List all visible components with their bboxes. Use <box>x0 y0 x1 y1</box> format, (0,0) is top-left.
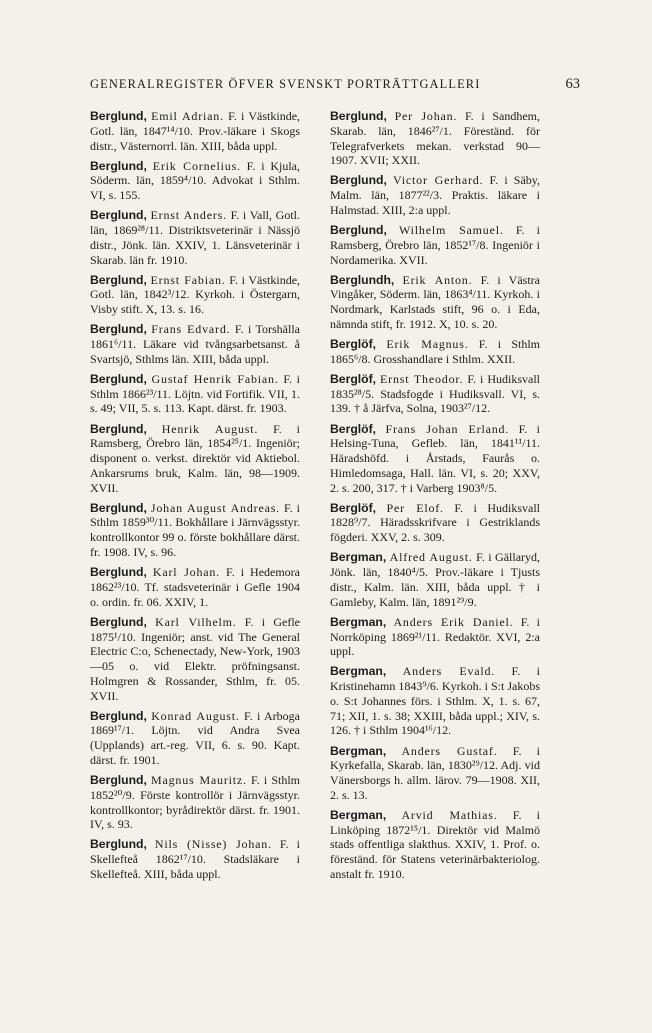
entry-biography: F. i Vall, Gotl. län, 1869²⁸/11. Distriktsveterinär i Nässjö distr., Jönk. län. XXIV, 1. Länsveterinär i Skarab. län fr. 1910. <box>90 208 301 267</box>
register-entry <box>330 550 540 609</box>
entry-given-names: Ernst Fabian. <box>150 272 226 287</box>
entry-surname: Berglund, <box>90 421 147 436</box>
register-entry <box>330 223 540 267</box>
register-entry <box>90 273 300 317</box>
entry-surname: Berglund, <box>90 272 147 287</box>
entry-biography: F. i Helsing-Tuna, Gefleb. län, 1841¹¹/11. Häradshöfd. i Årstads, Faurås o. Himledomsaga, Hall. län. VI, s. 20; XXV, 2. s. 200, 317. † i Varberg 1903⁸/5. <box>330 421 541 495</box>
page-number: 63 <box>565 76 580 92</box>
entry-surname: Bergman, <box>330 550 387 565</box>
entry-surname: Berglund, <box>90 837 147 852</box>
register-entry <box>330 337 540 367</box>
entry-surname: Berglöf, <box>330 500 377 515</box>
entry-surname: Berglund, <box>90 773 147 788</box>
entry-biography: F. i Kristinehamn 1843⁹/6. Kyrkoh. i S:t Jakobs o. S:t Johannes förs. i Sthlm. X, 1. s. 67, 71; XII, 1. s. 38; XXIII, båda uppl.; XIV, s. 126. † i Sthlm 1904¹⁶/12. <box>330 664 540 738</box>
entry-biography: F. i Säby, Malm. län, 1877²²/3. Praktis. läkare i Halmstad. XIII, 2:a uppl. <box>330 173 541 217</box>
entry-given-names: Konrad August. <box>151 708 240 723</box>
entry-biography: F. i Västkinde, Gotl. län, 1842³/12. Kyrkoh. i Östergarn, Visby stift. X, 13. s. 16. <box>90 272 301 317</box>
entry-given-names: Anders Erik Daniel. <box>393 614 514 629</box>
entry-given-names: Gustaf Henrik Fabian. <box>151 371 279 386</box>
entry-given-names: Erik Cornelius. <box>152 158 241 173</box>
register-entry <box>90 372 300 416</box>
register-entry <box>330 744 540 803</box>
entry-biography: F. i Gällaryd, Jönk. län, 1840⁴/5. Prov.-läkare i Tjusts distr., Kalm. län. XIII, båda uppl. † i Gamleby, Kalm. län, 1891²⁹/9. <box>330 550 541 609</box>
entry-given-names: Magnus Mauritz. <box>151 773 247 788</box>
entry-surname: Berglund, <box>330 109 387 123</box>
entry-surname: Berglund, <box>330 223 387 238</box>
entry-given-names: Per Johan. <box>394 109 458 123</box>
entry-biography: F. i Arboga 1869¹⁷/1. Löjtn. vid Andra Svea (Upplands) art.-reg. VII, 6. s. 90. Kapt. därst. fr. 1901. <box>90 708 301 767</box>
entry-given-names: Arvid Mathias. <box>401 807 498 822</box>
entry-given-names: Ernst Theodor. <box>380 371 464 386</box>
register-entry <box>330 422 540 496</box>
register-entry <box>90 837 300 881</box>
register-entry <box>90 159 300 203</box>
entry-surname: Bergman, <box>330 743 387 758</box>
entry-surname: Berglund, <box>90 371 147 386</box>
entry-given-names: Henrik August. <box>161 421 259 436</box>
entry-given-names: Nils (Nisse) Johan. <box>154 837 272 852</box>
register-entry <box>90 709 300 768</box>
entry-surname: Berglundh, <box>330 272 395 287</box>
entry-biography: F. i Västkinde, Gotl. län, 1847¹⁴/10. Prov.-läkare i Skogs distr., Västernorrl. län. XIII, båda uppl. <box>90 109 301 153</box>
entry-given-names: Frans Johan Erland. <box>385 421 510 436</box>
entry-given-names: Anders Evald. <box>402 664 496 679</box>
entry-biography: F. i Sthlm 1852²⁰/9. Förste kontrollör i Järnvägsstyr. kontrollkontor; byrådirektör därst. fr. 1901. IV, s. 93. <box>90 773 301 832</box>
entry-surname: Bergman, <box>330 807 387 822</box>
running-header <box>90 76 580 93</box>
entry-surname: Berglund, <box>90 158 147 173</box>
entry-surname: Berglöf, <box>330 337 377 352</box>
entry-given-names: Ernst Anders. <box>150 208 227 223</box>
entry-biography: F. i Hudiksvall 1828⁹/7. Häradsskrifvare i Gestriklands fögderi. XXV, 2. s. 309. <box>330 500 541 545</box>
register-entry <box>90 322 300 366</box>
register-entry <box>90 208 300 267</box>
header-title: GENERALREGISTER ÖFVER SVENSKT PORTRÄTTGALLERI <box>90 77 481 91</box>
entry-given-names: Anders Gustaf. <box>401 743 498 758</box>
entry-biography: F. i Skellefteå 1862¹⁷/10. Stadsläkare i Skellefteå. XIII, båda uppl. <box>90 837 301 881</box>
entry-given-names: Karl Vilhelm. <box>155 614 237 629</box>
entry-biography: F. i Hudiksvall 1835²⁸/5. Stadsfogde i Hudiksvall. VI, s. 139. † å Järfva, Solna, 1903²⁷/12. <box>330 371 540 416</box>
register-entry <box>330 808 540 882</box>
entry-given-names: Wilhelm Samuel. <box>399 223 504 238</box>
entry-surname: Berglund, <box>90 208 147 223</box>
entry-given-names: Erik Magnus. <box>386 337 469 352</box>
register-entry <box>90 501 300 560</box>
register-entry <box>330 273 540 332</box>
entry-biography: F. i Gefle 1875¹/10. Ingeniör; anst. vid The General Electric C:o, Schenectady, New-York, 1903—05 o. vid Elektr. pröfningsanst. Holmgren & Rossander, Sthlm, fr. 05. XVII. <box>90 614 300 703</box>
right-column <box>330 109 540 887</box>
left-column <box>90 109 300 887</box>
entry-biography: F. i Hedemora 1862²³/10. Tf. stadsveterinär i Gefle 1904 o. ordin. fr. 06. XXIV, 1. <box>90 565 301 609</box>
entry-given-names: Karl Johan. <box>152 565 220 580</box>
entry-given-names: Per Elof. <box>386 500 444 515</box>
entry-biography: F. i Ramsberg, Örebro län, 1854²⁵/1. Ingeniör; disponent o. verkst. direktör vid Aktiebol. Ankarsrums bruk, Kalm. län, 98—1909. XVII. <box>90 421 301 495</box>
entry-biography: F. i Linköping 1872¹⁵/1. Direktör vid Malmö stads offentliga slakthus. XXIV, 1. Prof. o. föreständ. för Statens veterinärbakteriolog. anstalt fr. 1910. <box>330 807 540 881</box>
entry-surname: Berglöf, <box>330 371 377 386</box>
register-entry <box>330 664 540 738</box>
entry-biography: F. i Kyrkefalla, Skarab. län, 1830²⁹/12. Adj. vid Vänersborgs h. allm. lärov. 79—1908. XII, 2. s. 13. <box>330 743 540 802</box>
entry-biography: F. i Västra Vingåker, Söderm. län, 1863⁴/11. Kyrkoh. i Nordmark, Karlstads stift, 96 o. i Eda, nämnda stift, fr. 1912. X, 10. s. 20. <box>330 272 540 331</box>
register-entry <box>90 565 300 609</box>
entry-surname: Bergman, <box>330 664 387 679</box>
entry-surname: Berglund, <box>90 565 147 580</box>
register-entry <box>90 109 300 153</box>
entry-given-names: Victor Gerhard. <box>393 173 484 188</box>
register-entry <box>330 615 540 659</box>
entry-biography: F. i Norrköping 1869²¹/11. Redaktör. XVI, 2:a uppl. <box>330 614 541 659</box>
entry-surname: Berglund, <box>90 708 147 723</box>
entry-surname: Berglund, <box>90 500 147 515</box>
register-entry <box>330 109 540 168</box>
register-entry <box>90 422 300 496</box>
entry-biography: F. i Sthlm 1865⁶/8. Grosshandlare i Sthlm. XXII. <box>330 337 541 366</box>
entry-given-names: Erik Anton. <box>402 272 473 287</box>
entry-biography: F. i Sthlm 1866²³/11. Löjtn. vid Fortifik. VII, 1. s. 49; VII, 5. s. 113. Kapt. därst. fr. 1903. <box>90 371 301 416</box>
entry-given-names: Emil Adrian. <box>151 109 224 123</box>
register-entry <box>90 773 300 832</box>
register-entry <box>90 615 300 704</box>
register-entry <box>330 501 540 545</box>
register-entry <box>330 372 540 416</box>
entry-surname: Berglund, <box>90 322 147 337</box>
entry-given-names: Johan August Andreas. <box>150 500 280 515</box>
entry-surname: Berglöf, <box>330 421 377 436</box>
entry-surname: Berglund, <box>330 173 387 188</box>
entry-surname: Berglund, <box>90 614 147 629</box>
entry-biography: F. i Sandhem, Skarab. län, 1846²⁷/1. Föreständ. för Telegrafverkets mekan. verkstad 90—1907. XVII; XXII. <box>330 109 541 168</box>
entry-surname: Berglund, <box>90 109 147 123</box>
entry-given-names: Alfred August. <box>389 550 473 565</box>
entry-biography: F. i Sthlm 1859³⁰/11. Bokhållare i Järnvägsstyr. kontrollkontor 99 o. förste bokhållare därst. fr. 1908. IV, s. 96. <box>90 500 301 559</box>
entry-surname: Bergman, <box>330 614 387 629</box>
entry-given-names: Frans Edvard. <box>151 322 231 337</box>
entry-biography: F. i Kjula, Söderm. län, 1859⁴/10. Advokat i Sthlm. VI, s. 155. <box>90 158 301 203</box>
entry-biography: F. i Ramsberg, Örebro län, 1852¹⁷/8. Ingeniör i Nordamerika. XVII. <box>330 223 540 267</box>
entry-biography: F. i Torshälla 1861⁶/11. Läkare vid tvångsarbetsanst. å Svartsjö, Sthlms län. XIII, båda uppl. <box>90 322 301 366</box>
register-entry <box>330 173 540 217</box>
